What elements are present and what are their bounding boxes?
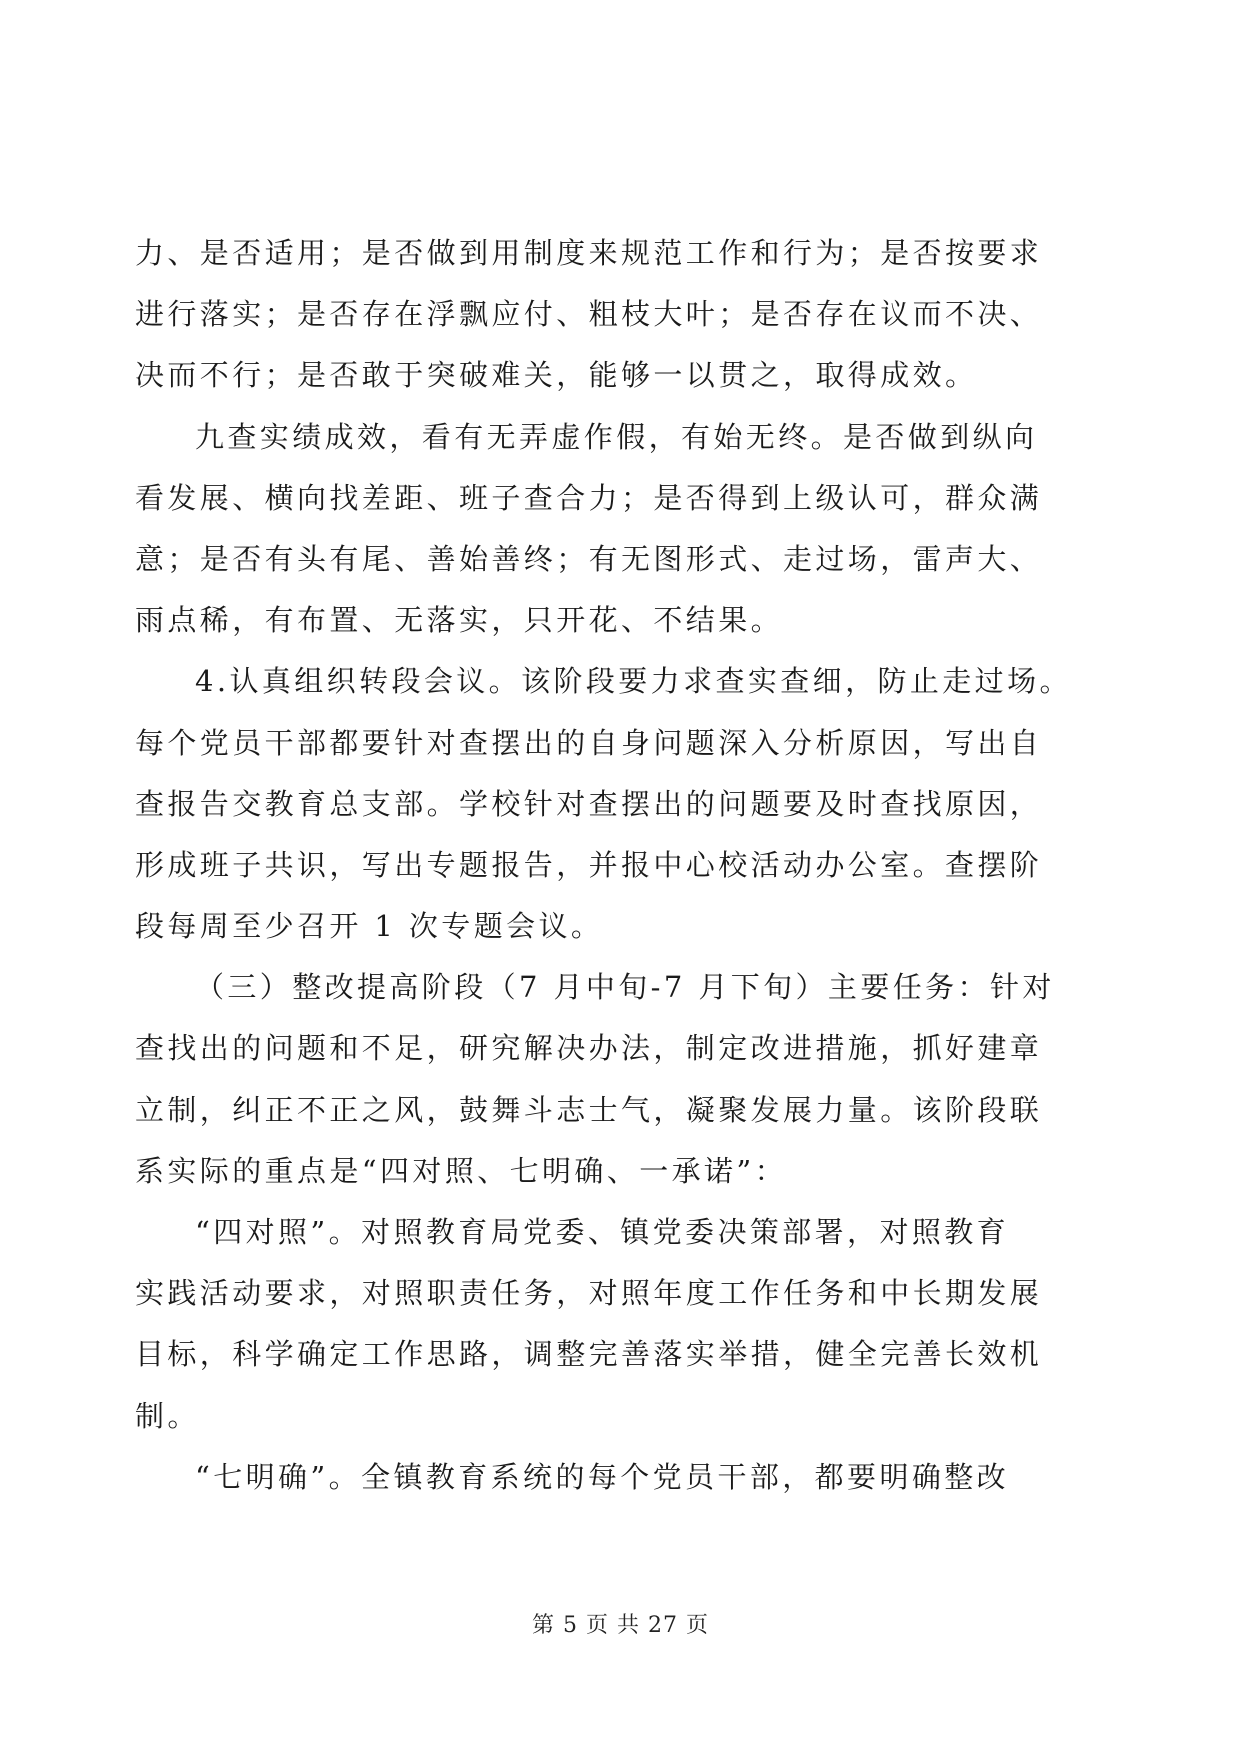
text-line: 意；是否有头有尾、善始善终；有无图形式、走过场，雷声大、 xyxy=(135,541,1043,576)
text-line: 雨点稀，有布置、无落实，只开花、不结果。 xyxy=(135,603,784,638)
text-line: 实践活动要求，对照职责任务，对照年度工作任务和中长期发展 xyxy=(135,1276,1043,1311)
document-body xyxy=(135,223,1080,1508)
text-line: 段每周至少召开 1 次专题会议。 xyxy=(135,909,604,944)
text-line: 制。 xyxy=(135,1398,200,1433)
paragraph-first-line: “七明确”。全镇教育系统的每个党员干部，都要明确整改 xyxy=(195,1459,1010,1494)
paragraph-first-line: “四对照”。对照教育局党委、镇党委决策部署，对照教育 xyxy=(195,1215,1010,1249)
paragraph-first-line: 九查实绩成效，看有无弄虚作假，有始无终。是否做到纵向 xyxy=(195,419,1038,454)
text-line: 进行落实；是否存在浮飘应付、粗枝大叶；是否存在议而不决、 xyxy=(135,297,1043,332)
text-line: 决而不行；是否敢于突破难关，能够一以贯之，取得成效。 xyxy=(135,358,978,393)
text-line: 力、是否适用；是否做到用制度来规范工作和行为；是否按要求 xyxy=(135,236,1043,270)
text-line: 立制，纠正不正之风，鼓舞斗志士气，凝聚发展力量。该阶段联 xyxy=(135,1092,1043,1127)
page-number-footer: 第 5 页 共 27 页 xyxy=(532,1613,709,1638)
text-line: 系实际的重点是“四对照、七明确、一承诺”： xyxy=(135,1153,788,1188)
paragraph-first-line: （三）整改提高阶段（7 月中旬-7 月下旬）主要任务：针对 xyxy=(195,970,1055,1005)
text-line: 形成班子共识，写出专题报告，并报中心校活动办公室。查摆阶 xyxy=(135,847,1043,882)
text-line: 目标，科学确定工作思路，调整完善落实举措，健全完善长效机 xyxy=(135,1337,1043,1372)
text-line: 查报告交教育总支部。学校针对查摆出的问题要及时查找原因， xyxy=(135,786,1043,821)
text-line: 每个党员干部都要针对查摆出的自身问题深入分析原因，写出自 xyxy=(135,725,1043,760)
text-line: 查找出的问题和不足，研究解决办法，制定改进措施，抓好建章 xyxy=(135,1031,1043,1066)
text-line: 看发展、横向找差距、班子查合力；是否得到上级认可，群众满 xyxy=(135,480,1043,515)
paragraph-first-line: 4.认真组织转段会议。该阶段要力求查实查细，防止走过场。 xyxy=(195,664,1072,699)
